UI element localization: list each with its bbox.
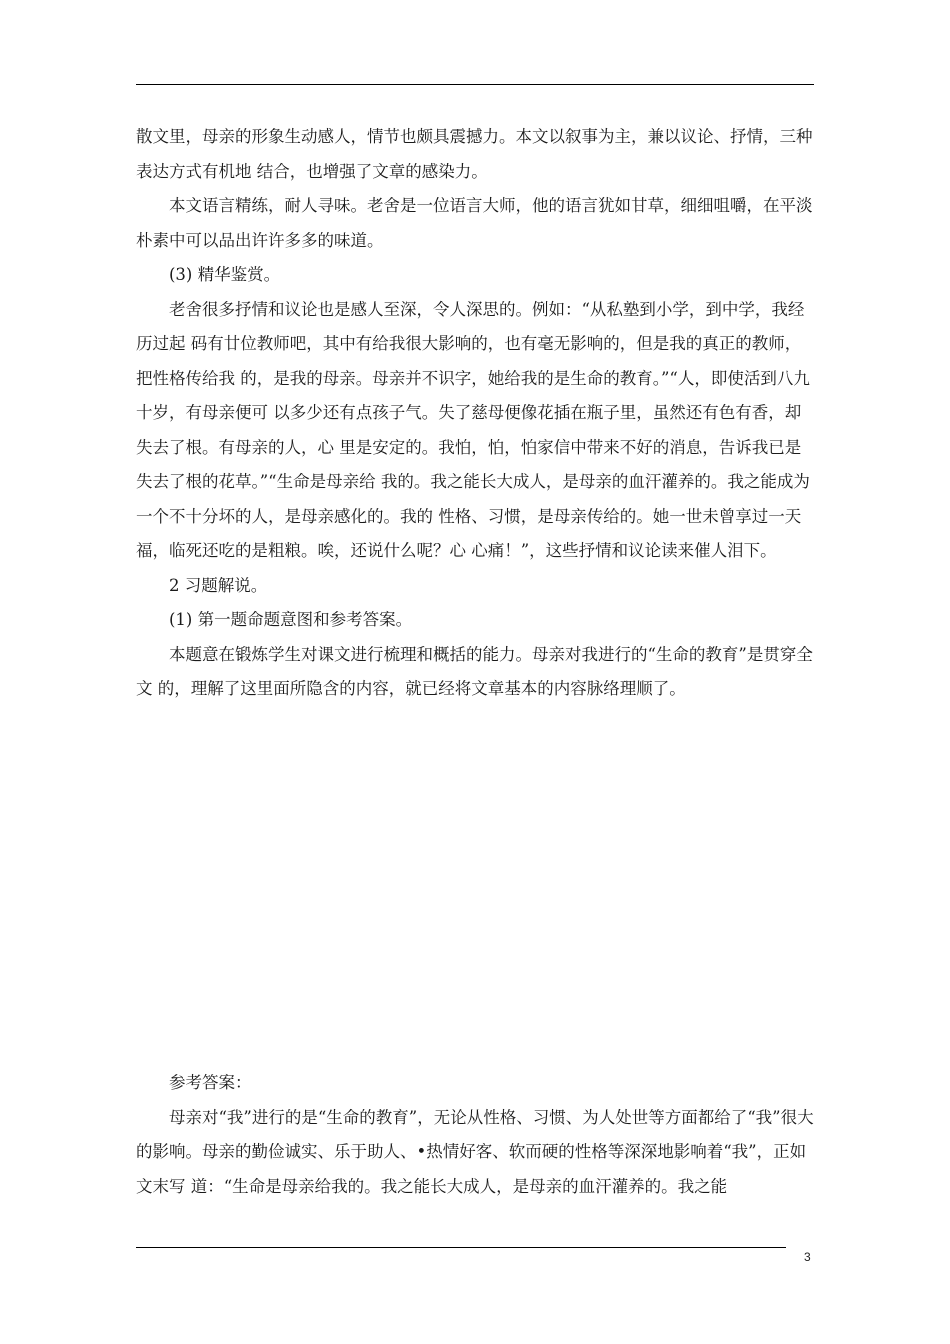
paragraph: 散文里，母亲的形象生动感人，情节也颇具震撼力。本文以叙事为主，兼以议论、抒情，三种表达方式有机地 结合，也增强了文章的感染力。	[136, 127, 813, 181]
section-heading: (1) 第一题命题意图和参考答案。	[169, 610, 413, 629]
section-heading: 2 习题解说。	[169, 575, 268, 595]
paragraph: 本文语言精练，耐人寻味。老舍是一位语言大师，他的语言犹如甘草，细细咀嚼，在平淡朴素中可以品出许许多多的味道。	[136, 196, 813, 250]
footer-rule	[136, 1247, 786, 1248]
body-text	[136, 120, 816, 707]
answer-block	[136, 1066, 816, 1204]
paragraph: 老舍很多抒情和议论也是感人至深，令人深思的。例如：“从私塾到小学，到中学，我经历过起 码有廿位教师吧，其中有给我很大影响的，也有毫无影响的，但是我的真正的教师，把性格传给我 的，是我的母亲。母亲并不识字，她给我的是生命的教育。”“人，即使活到八九十岁，有母亲便可 以多少还有点孩子气。失了慈母便像花插在瓶子里，虽然还有色有香，却失去了根。有母亲的人，心 里是安定的。我怕，怕，怕家信中带来不好的消息，告诉我已是失去了根的花草。”“生命是母亲给 我的。我之能长大成人，是母亲的血汗灌养的。我之能成为一个不十分坏的人，是母亲感化的。我的 性格、习惯，是母亲传给的。她一世未曾享过一天福，临死还吃的是粗粮。唉，还说什么呢？心 心痛！”，这些抒情和议论读来催人泪下。	[136, 299, 810, 560]
header-rule	[136, 84, 814, 85]
answer-text: 母亲对“我”进行的是“生命的教育”，无论从性格、习惯、为人处世等方面都给了“我”很大的影响。母亲的勤俭诚实、乐于助人、•热情好客、软而硬的性格等深深地影响着“我”，正如文末写 道：“生命是母亲给我的。我之能长大成人，是母亲的血汗灌养的。我之能	[136, 1107, 814, 1196]
section-heading: (3) 精华鉴赏。	[169, 265, 281, 284]
page-number: 3	[804, 1250, 811, 1264]
answer-heading: 参考答案：	[169, 1073, 252, 1092]
paragraph: 本题意在锻炼学生对课文进行梳理和概括的能力。母亲对我进行的“生命的教育”是贯穿全文 的，理解了这里面所隐含的内容，就已经将文章基本的内容脉络理顺了。	[136, 644, 813, 698]
